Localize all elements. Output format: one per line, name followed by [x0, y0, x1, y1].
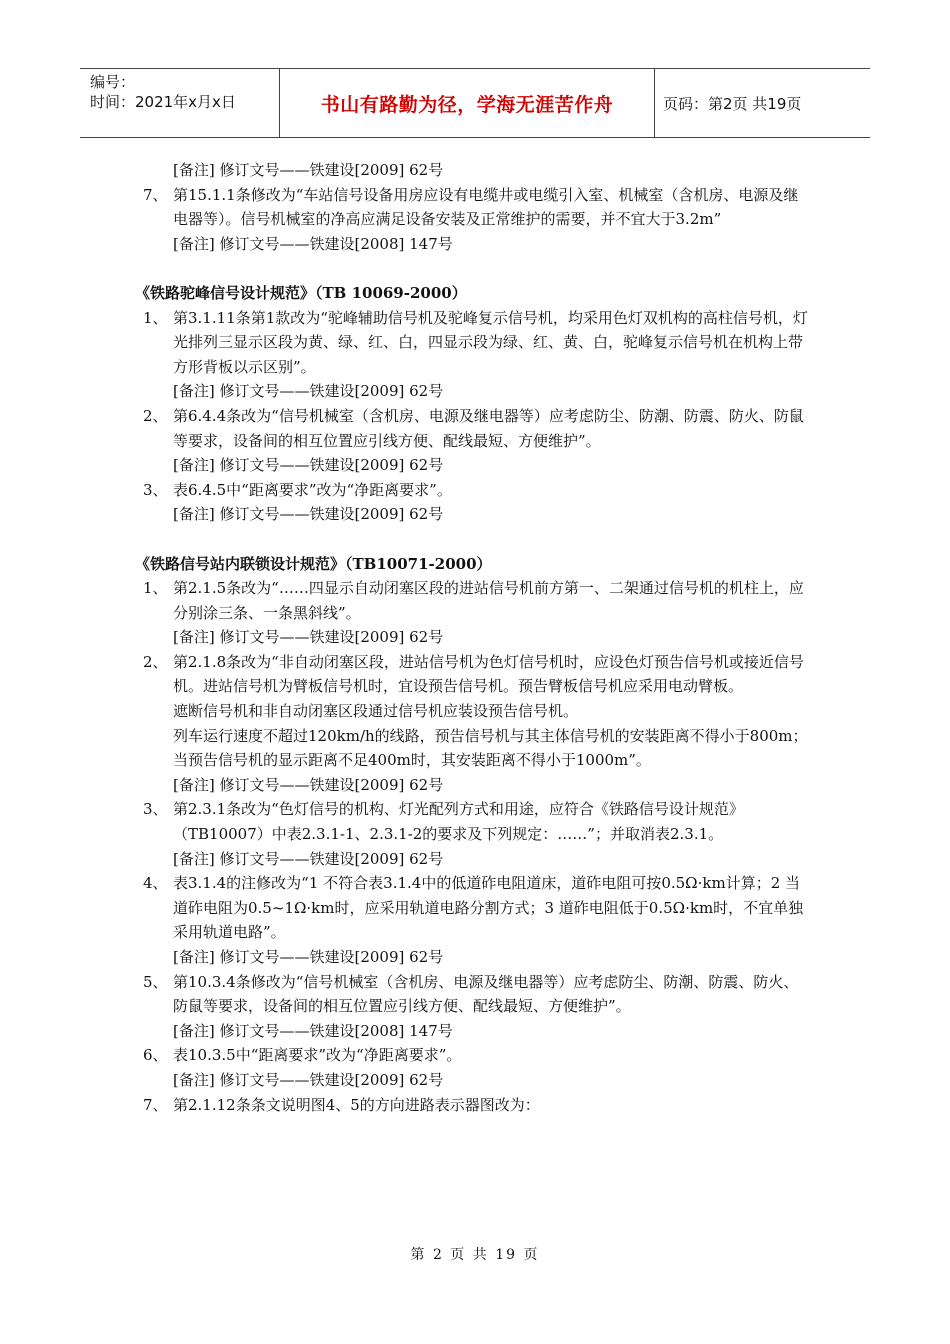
item-number: 4、: [143, 874, 168, 893]
item-text: 第2.1.5条改为“……四显示自动闭塞区段的进站信号机前方第一、二架通过信号机的机柱上，应分别涂三条、一条黑斜线”。: [173, 579, 804, 622]
revision-note: [备注] 修订文号——铁建设[2009] 62号: [173, 628, 444, 647]
item-text: 第2.1.12条条文说明图4、5的方向进路表示器图改为：: [173, 1095, 540, 1114]
revision-note: [备注] 修订文号——铁建设[2009] 62号: [173, 161, 444, 179]
revision-note: [备注] 修订文号——铁建设[2009] 62号: [173, 775, 444, 794]
item-text: 第2.3.1条改为“色灯信号的机构、灯光配列方式和用途，应符合《铁路信号设计规范》（TB10007）中表2.3.1-1、2.3.1-2的要求及下列规定：……”；并取消表2.3.1。: [173, 800, 744, 844]
section-title: 《铁路信号站内联锁设计规范》（TB10071-2000）: [135, 554, 492, 573]
item-number: 5、: [143, 972, 168, 991]
item-continuation: 列车运行速度不超过120km/h的线路，预告信号机与其主体信号机的安装距离不得小于800m；当预告信号机的显示距离不足400m时，其安装距离不得小于1000m”。: [173, 726, 808, 770]
item-number: 7、: [143, 1095, 168, 1114]
item-text: 表3.1.4的注修改为“1 不符合表3.1.4中的低道砟电阻道床，道砟电阻可按0.5Ω·km计算；2 当道砟电阻为0.5~1Ω·km时，应采用轨道电路分割方式；3 道砟电阻低于0.5Ω·km时，不宜单独采用轨道电路”。: [173, 874, 804, 942]
item-number: 1、: [143, 579, 168, 598]
item-text: 第3.1.11条第1款改为“驼峰辅助信号机及驼峰复示信号机，均采用色灯双机构的高柱信号机，灯光排列三显示区段为黄、绿、红、白，四显示段为绿、红、黄、白，驼峰复示信号机在机构上带方形背板以示区别”。: [173, 308, 808, 376]
header-page-label: 页码：第2页 共19页: [663, 94, 802, 113]
item-number: 2、: [143, 406, 168, 425]
item-text: 第2.1.8条改为“非自动闭塞区段，进站信号机为色灯信号机时，应设色灯预告信号机或接近信号机。进站信号机为臂板信号机时，宜设预告信号机。预告臂板信号机应采用电动臂板。: [173, 652, 804, 696]
item-text: 第6.4.4条改为“信号机械室（含机房、电源及继电器等）应考虑防尘、防潮、防震、防火、防鼠等要求，设备间的相互位置应引线方便、配线最短、方便维护”。: [173, 406, 804, 450]
item-number: 3、: [143, 480, 168, 499]
document-body: [135, 158, 813, 1117]
revision-note: [备注] 修订文号——铁建设[2009] 62号: [173, 382, 444, 401]
revision-note: [备注] 修订文号——铁建设[2009] 62号: [173, 948, 444, 966]
list-item: [143, 183, 813, 232]
item-number: 3、: [143, 800, 168, 819]
section-title: 《铁路驼峰信号设计规范》（TB 10069-2000）: [135, 283, 467, 302]
page-header: [80, 68, 870, 138]
item-text: 第15.1.1条修改为“车站信号设备用房应设有电缆井或电缆引入室、机械室（含机房、电源及继电器等）。信号机械室的净高应满足设备安装及正常维护的需要，并不宜大于3.2m”: [173, 185, 799, 229]
list-item: [143, 1093, 813, 1118]
item-number: 7、: [143, 185, 168, 204]
item-text: 表6.4.5中“距离要求”改为“净距离要求”。: [173, 480, 452, 499]
list-item: [143, 576, 813, 625]
document-number-label: 编号：: [90, 73, 136, 91]
list-item: [143, 871, 813, 945]
header-meta: [80, 69, 280, 137]
revision-note: [备注] 修订文号——铁建设[2008] 147号: [173, 1021, 453, 1040]
revision-note: [备注] 修订文号——铁建设[2008] 147号: [173, 234, 453, 253]
item-number: 6、: [143, 1046, 168, 1065]
header-motto: 书山有路勤为径，学海无涯苦作舟: [280, 69, 655, 137]
list-item: [143, 970, 813, 1019]
revision-note: [备注] 修订文号——铁建设[2009] 62号: [173, 1070, 444, 1089]
item-text: 表10.3.5中“距离要求”改为“净距离要求”。: [173, 1046, 462, 1065]
document-time-label: 时间：2021年x月x日: [90, 93, 236, 111]
list-item: [143, 797, 813, 846]
revision-note: [备注] 修订文号——铁建设[2009] 62号: [173, 505, 444, 524]
revision-note: [备注] 修订文号——铁建设[2009] 62号: [173, 849, 444, 868]
item-continuation: 遮断信号机和非自动闭塞区段通过信号机应装设预告信号机。: [173, 702, 579, 721]
item-number: 1、: [143, 308, 168, 327]
page-footer: 第 2 页 共 19 页: [410, 1247, 540, 1263]
list-item: [143, 1043, 813, 1068]
list-item: [143, 404, 813, 453]
revision-note: [备注] 修订文号——铁建设[2009] 62号: [173, 456, 444, 475]
list-item: [143, 478, 813, 503]
item-text: 第10.3.4条修改为“信号机械室（含机房、电源及继电器等）应考虑防尘、防潮、防震、防火、防鼠等要求，设备间的相互位置应引线方便、配线最短、方便维护”。: [173, 972, 799, 1016]
list-item: [143, 306, 813, 380]
item-number: 2、: [143, 652, 168, 671]
list-item: [143, 650, 813, 699]
